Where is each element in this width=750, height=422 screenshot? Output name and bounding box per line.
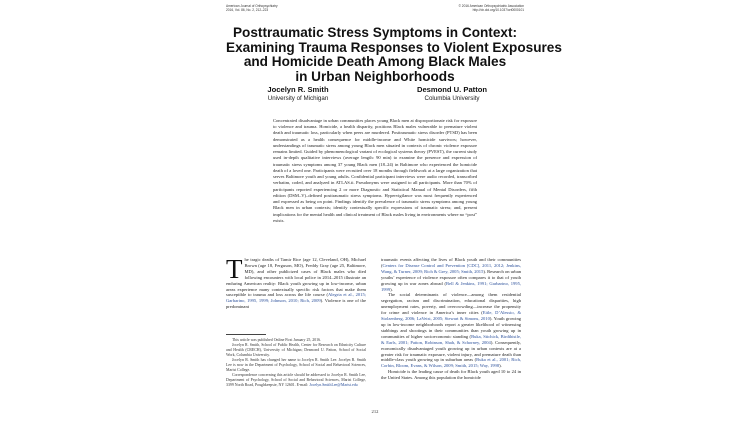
title-line: Posttraumatic Stress Symptoms in Context:	[232, 25, 518, 40]
journal-name: American Journal of Orthopsychiatry	[226, 4, 278, 8]
author-block-smith	[250, 86, 346, 102]
running-head-left	[226, 4, 278, 12]
citation-link[interactable]: Buka, Stichick, Birdthistle, & Earls, 2001; Patton, Robinson, Shah, & Schorney, 2004	[381, 333, 521, 345]
journal-page	[226, 0, 562, 422]
footnote-item: Jocelyn R. Smith, School of Public Health, Center for Research on Ethnicity Culture and Health (CRECH), University of Michigan; Desmond U. Patton, School of Social Work, Columbia University.	[226, 343, 366, 358]
doi-link[interactable]: http://dx.doi.org/10.1037/ort0000101	[472, 8, 524, 12]
email-link[interactable]: Jocelyn.SmithLee@Marist.edu	[309, 383, 358, 388]
citation-link[interactable]: Buka et al., 2001; Rich, Corbin, Bloom, Evans, & Wilson, 2009; Smith, 2015; Way, 1998	[381, 357, 522, 369]
footnote-item: Jocelyn R. Smith has changed her name to Jocelyn R. Smith Lee. Jocelyn R. Smith Lee is now in the Department of Psychology, School of Social and Behavioral Sciences, Marist College.	[226, 358, 366, 373]
citation-link[interactable]: Centers for Disease Control and Prevention [CDC], 2011, 2012; Jenkins, Wang, & Turner, 2009; Rich & Grey, 2005; Smith, 2015	[381, 262, 521, 274]
body-column-right	[381, 257, 521, 381]
footnote-divider	[226, 334, 266, 335]
paragraph	[381, 292, 521, 369]
author-name: Jocelyn R. Smith	[267, 85, 329, 94]
text-run: traumatic events affecting the lives of Black youth and their communities (	[381, 257, 521, 268]
citation-link[interactable]: Alegria et al., 2015; Garbarino, 1995, 1999; Johnson, 2010; Rich, 2009	[226, 292, 366, 304]
citation-link[interactable]: Eitle, D’Alessio, & Stolzenberg, 2006; LaVeist, 2005; Stewart & Simons, 2010	[381, 310, 522, 322]
footnote-item	[226, 373, 366, 388]
author-block-patton	[404, 86, 500, 102]
running-head-right	[459, 4, 524, 12]
text-run: ). Research on urban youths’ experience of violence exposure often compares it to that of youth growing up in war zones abroad (	[381, 268, 521, 286]
footnotes	[226, 338, 366, 388]
journal-volume: 2016, Vol. 86, No. 2, 212–223	[226, 8, 269, 12]
copyright-line: © 2016 American Orthopsychiatric Association	[458, 4, 524, 8]
correspondence-text: Correspondence concerning this article should be addressed to Jocelyn R. Smith Lee, Department of Psychology, School of Social and Behavioral Sciences, Marist College, 3399 North Road, Poughkeepsie, NY 12601. E-mail:	[226, 373, 366, 388]
abstract: Concentrated disadvantage in urban communities places young Black men at disproportionate risk for exposure to violence and trauma. Homicide, a health disparity, positions Black males vulnerable to premature violent death and traumatic loss, particularly when peers are murdered. Posttraumatic stress disorder (PTSD) has been demonstrated as a health consequence for middle-income and White homicide survivors; however, understandings of traumatic stress among young Black men situated in contexts of chronic violence exposure remains limited. Guided by phenomenological variant of ecological systems theory (PVEST), the current study used in-depth qualitative interviews (average length: 90 min) to examine the presence and expression of traumatic stress symptoms among 37 young Black men (18–24) in Baltimore who experienced the homicide death of a loved one. Participants were recruited over 18 months through fieldwork at a large organization that serves Baltimore youth and young adults. Confidential participant interviews were audio recorded, transcribed verbatim, coded, and analyzed in ATLAS.ti. Pseudonyms were assigned to all participants. More than 70% of participants reported experiencing 2 or more Diagnostic and Statistical Manual of Mental Disorders, fifth edition (DSM–V)–defined posttraumatic stress symptoms. Hypervigilance was most frequently experienced and expressed as being on point. Findings identify the prevalence of traumatic stress symptoms among young Black men in urban contexts; identify contextually specific expressions of traumatic stress; and, present implications for the mental health and clinical treatment of Black males living in environments where no “post” exists.	[273, 118, 477, 223]
citation-link[interactable]: Bell & Jenkins, 1991; Garbarino, 1995, 1999	[381, 280, 521, 292]
intro-text: he tragic deaths of Tamir Rice (age 12, Cleveland, OH), Michael Brown (age 18, Ferguson, MO), Freddy Gray (age 25, Baltimore, MD), and other publicized cases of Black males who died following encounters with local police in 2014–2015 illustrate an enduring American reality: Black youth growing up in low-income, urban areas experience many contextually specific risk factors that make them susceptible to trauma and loss across the life course (	[226, 257, 366, 298]
article-title	[226, 25, 562, 84]
text-run: The social determinants of violence—among them residential segregation, racism and discrimination, educational disparities, high unemployment rates, poverty, and overcrowding—increase the propensity for crime and violence in America’s inner cities (	[381, 292, 521, 316]
text-run: ).	[499, 363, 502, 369]
drop-cap: T	[226, 254, 243, 284]
title-line: Examining Trauma Responses to Violent Exposures	[226, 39, 562, 55]
body-column-left	[226, 254, 366, 310]
author-affiliation: Columbia University	[424, 94, 480, 102]
footnote-item: This article was published Online First January 25, 2016.	[232, 338, 322, 342]
text-run: ). Youth growing up in low-income neighborhoods report a greater likelihood of witnessing stabbings and shootings in their communities than youth growing up in communities of higher socioeconomic standing (	[381, 316, 521, 339]
page-number: 212	[371, 409, 379, 414]
author-affiliation: University of Michigan	[267, 94, 329, 102]
text-run: ). Consequently, economically disadvantaged youth growing up in urban contexts are at a greater risk for traumatic exposure, violent injury, and premature death than middle-class youth growing up in suburban areas (	[381, 339, 521, 363]
title-line: in Urban Neighborhoods	[295, 68, 455, 84]
paragraph: Homicide is the leading cause of death for Black youth aged 10 to 24 in the United States. Among this population the homicide	[381, 369, 521, 381]
author-name: Desmond U. Patton	[416, 85, 488, 94]
intro-text-end: ). Violence is one of the predominant	[226, 298, 366, 310]
text-run: ).	[390, 286, 393, 292]
title-line: and Homicide Death Among Black Males	[243, 54, 507, 70]
paragraph	[381, 257, 521, 292]
